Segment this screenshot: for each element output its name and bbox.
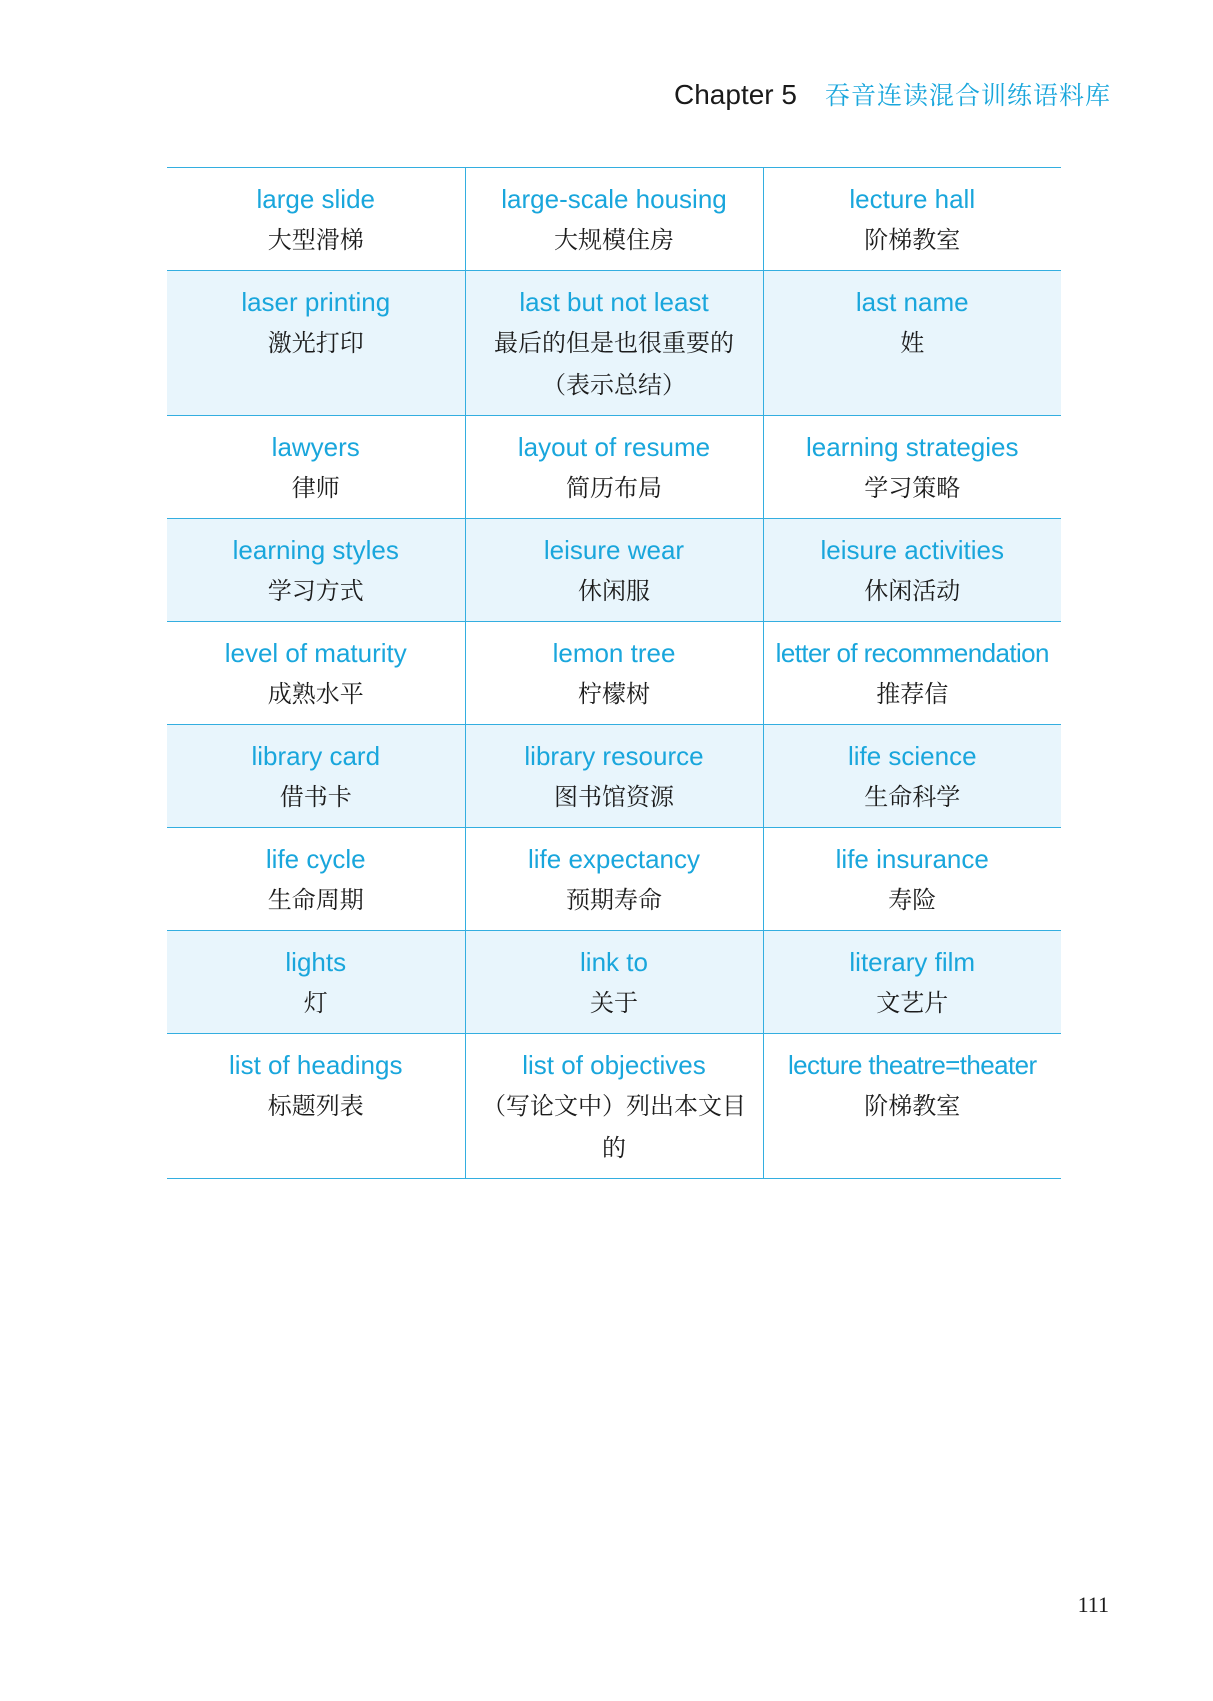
english-term: library resource: [524, 741, 704, 771]
vocab-cell: [167, 519, 465, 622]
table-row: [167, 168, 1061, 271]
english-term: learning styles: [232, 535, 399, 565]
vocab-cell: [763, 931, 1061, 1034]
vocab-cell: [465, 271, 763, 416]
chinese-meaning: 预期寿命: [566, 886, 662, 914]
vocab-cell: [167, 622, 465, 725]
chinese-meaning: 大型滑梯: [267, 226, 364, 254]
english-term: list of objectives: [522, 1050, 706, 1080]
page-number: 111: [1077, 1592, 1109, 1617]
vocab-cell: [465, 1034, 763, 1179]
table-row: [167, 519, 1061, 622]
chinese-meaning: 图书馆资源: [554, 783, 674, 811]
english-term: list of headings: [229, 1050, 403, 1080]
vocab-cell: [465, 931, 763, 1034]
english-term: lawyers: [271, 432, 360, 462]
chinese-meaning: 成熟水平: [267, 680, 364, 708]
vocabulary-table: [167, 167, 1061, 1179]
vocab-cell: [763, 519, 1061, 622]
english-term: last name: [855, 287, 969, 317]
table-row: [167, 828, 1061, 931]
vocab-cell: [763, 622, 1061, 725]
table-row: [167, 416, 1061, 519]
english-term: link to: [580, 947, 648, 977]
vocab-cell: [167, 168, 465, 271]
chinese-meaning: 律师: [291, 474, 340, 502]
vocab-cell: [167, 931, 465, 1034]
vocab-cell: [167, 725, 465, 828]
vocab-cell: [763, 416, 1061, 519]
chinese-meaning: 大规模住房: [554, 226, 674, 254]
chinese-meaning: 学习策略: [864, 474, 961, 502]
chinese-meaning: 休闲服: [578, 577, 650, 605]
english-term: life expectancy: [528, 844, 700, 874]
english-term: letter of recommendation: [775, 638, 1049, 668]
vocab-cell: [167, 1034, 465, 1179]
chinese-meaning: 借书卡: [279, 783, 352, 811]
vocab-cell: [465, 622, 763, 725]
vocab-cell: [167, 416, 465, 519]
chinese-meaning: 姓: [900, 329, 925, 357]
vocab-cell: [465, 168, 763, 271]
vocab-cell: [763, 828, 1061, 931]
english-term: life insurance: [835, 844, 989, 874]
english-term: lights: [285, 947, 347, 977]
chinese-meaning: 休闲活动: [864, 577, 961, 605]
chinese-meaning: 生命科学: [864, 783, 961, 811]
vocab-cell: [763, 271, 1061, 416]
english-term: library card: [251, 741, 381, 771]
vocab-cell: [465, 725, 763, 828]
chinese-meaning: 文艺片: [876, 989, 949, 1017]
page-header: [674, 76, 1111, 116]
vocab-cell: [465, 416, 763, 519]
english-term: lecture theatre=theater: [787, 1050, 1037, 1080]
table-row: [167, 725, 1061, 828]
chinese-meaning: （写论文中）列出本文目的: [482, 1092, 746, 1162]
chapter-label: Chapter 5: [674, 79, 797, 110]
chinese-meaning: 激光打印: [267, 329, 364, 357]
english-term: laser printing: [241, 287, 391, 317]
chinese-meaning: 推荐信: [876, 680, 949, 708]
chinese-meaning: 阶梯教室: [864, 226, 961, 254]
english-term: lecture hall: [849, 184, 976, 214]
chinese-meaning: 最后的但是也很重要的（表示总结）: [494, 329, 734, 399]
vocab-cell: [763, 1034, 1061, 1179]
english-term: large-scale housing: [501, 184, 727, 214]
table-row: [167, 931, 1061, 1034]
chinese-meaning: 学习方式: [267, 577, 364, 605]
chinese-meaning: 简历布局: [566, 474, 662, 502]
table-row: [167, 622, 1061, 725]
chinese-meaning: 关于: [590, 989, 638, 1017]
chinese-meaning: 阶梯教室: [864, 1092, 961, 1120]
english-term: large slide: [256, 184, 375, 214]
chapter-title: 吞音连读混合训练语料库: [824, 81, 1111, 110]
english-term: literary film: [849, 947, 976, 977]
chinese-meaning: 柠檬树: [578, 680, 650, 708]
chinese-meaning: 生命周期: [267, 886, 364, 914]
chinese-meaning: 寿险: [888, 886, 937, 914]
english-term: life science: [847, 741, 977, 771]
english-term: leisure wear: [543, 535, 685, 565]
table-row: [167, 1034, 1061, 1179]
vocab-cell: [763, 725, 1061, 828]
english-term: layout of resume: [517, 432, 711, 462]
english-term: level of maturity: [224, 638, 407, 668]
chinese-meaning: 标题列表: [267, 1092, 364, 1120]
table-row: [167, 271, 1061, 416]
vocab-cell: [167, 271, 465, 416]
english-term: leisure activities: [820, 535, 1004, 565]
vocab-cell: [167, 828, 465, 931]
vocab-cell: [763, 168, 1061, 271]
english-term: learning strategies: [806, 432, 1019, 462]
english-term: life cycle: [265, 844, 366, 874]
vocab-cell: [465, 519, 763, 622]
english-term: lemon tree: [552, 638, 676, 668]
english-term: last but not least: [519, 287, 709, 317]
vocab-cell: [465, 828, 763, 931]
chinese-meaning: 灯: [303, 989, 328, 1017]
